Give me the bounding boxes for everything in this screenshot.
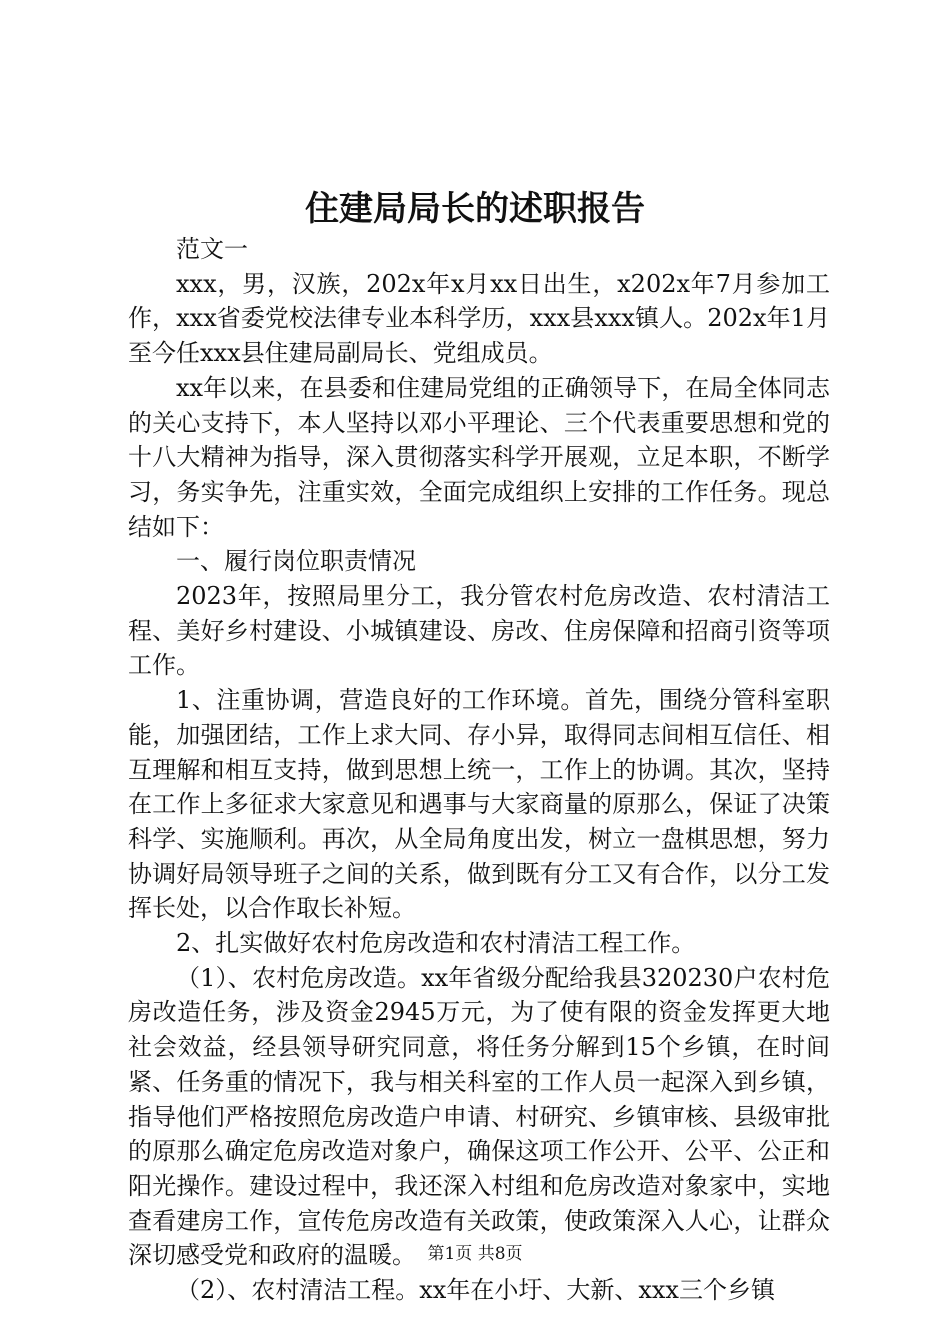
paragraph-introduction: xx年以来，在县委和住建局党组的正确领导下，在局全体同志的关心支持下，本人坚持以邓小平理论、三个代表重要思想和党的十八大精神为指导，深入贯彻落实科学开展观，立足本职，不断学习，务实争先，注重实效，全面完成组织上安排的工作任务。现总结如下： bbox=[128, 373, 830, 541]
paragraph-coordination: 1、注重协调，营造良好的工作环境。首先，围绕分管科室职能，加强团结，工作上求大同、存小异，取得同志间相互信任、相互理解和相互支持，做到思想上统一，工作上的协调。其次，坚持在工作上多征求大家意见和遇事与大家商量的原那么，保证了决策科学、实施顺利。再次，从全局角度出发，树立一盘棋思想，努力协调好局领导班子之间的关系，做到既有分工又有合作，以分工发挥长处，以合作取长补短。 bbox=[128, 686, 830, 923]
paragraph-personal-info: xxx，男，汉族，202x年x月xx日出生，x202x年7月参加工作，xxx省委党校法律专业本科学历，xxx县xxx镇人。202x年1月至今任xxx县住建局副局长、党组成员。 bbox=[128, 269, 830, 368]
page-footer: 第1页 共8页 bbox=[427, 1244, 523, 1264]
paragraph-assignments: 2023年，按照局里分工，我分管农村危房改造、农村清洁工程、美好乡村建设、小城镇建设、房改、住房保障和招商引资等项工作。 bbox=[128, 582, 830, 680]
section-heading-duties: 一、履行岗位职责情况 bbox=[176, 547, 416, 576]
document-body bbox=[128, 232, 830, 1308]
paragraph-clean-project: （2）、农村清洁工程。xx年在小圩、大新、xxx三个乡镇 bbox=[176, 1276, 775, 1305]
document-title: 住建局局长的述职报告 bbox=[305, 189, 645, 229]
paragraph-sample-label: 范文一 bbox=[176, 235, 248, 263]
paragraph-housing-renovation: （1）、农村危房改造。xx年省级分配给我县320230户农村危房改造任务，涉及资金2945万元，为了使有限的资金发挥更大地社会效益，经县领导研究同意，将任务分解到15个乡镇，在时间紧、任务重的情况下，我与相关科室的工作人员一起深入到乡镇，指导他们严格按照危房改造户申请、村研究、乡镇审核、县级审批的原那么确定危房改造对象户，确保这项工作公开、公平、公正和阳光操作。建设过程中，我还深入村组和危房改造对象家中，实地查看建房工作，宣传危房改造有关政策，使政策深入人心，让群众深切感受党和政府的温暖。 bbox=[128, 963, 830, 1270]
paragraph-rural-projects-heading: 2、扎实做好农村危房改造和农村清洁工程工作。 bbox=[176, 929, 696, 958]
